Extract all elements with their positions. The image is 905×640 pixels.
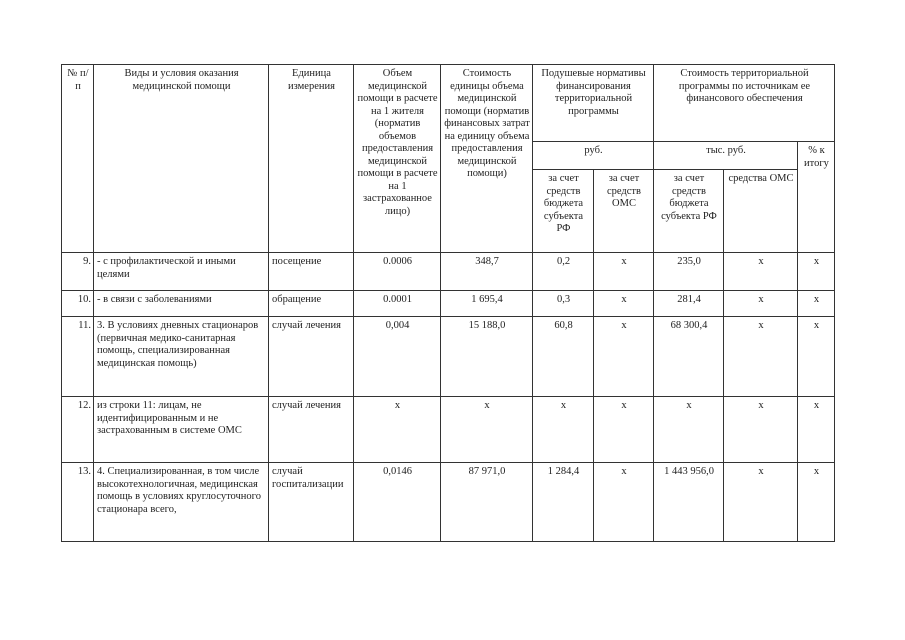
row-t-budget: x: [654, 397, 724, 463]
row-t-budget: 235,0: [654, 253, 724, 291]
row-t-oms: x: [724, 253, 798, 291]
row-t-oms: x: [724, 317, 798, 397]
row-pc-budget: 0,2: [533, 253, 594, 291]
header-per-capita: Подушевые нормативы финансирования территориальной программы: [533, 65, 654, 142]
row-type: 4. Специализированная, в том числе высокотехнологичная, медицинская помощь в условиях круглосуточного стационара всего,: [94, 463, 269, 542]
row-type: 3. В условиях дневных стационаров (первичная медико-санитарная помощь, специализированная медицинская помощь): [94, 317, 269, 397]
header-num: № п/п: [62, 65, 94, 253]
row-volume: 0.0001: [354, 291, 441, 317]
row-t-budget: 281,4: [654, 291, 724, 317]
row-pct: x: [798, 317, 835, 397]
row-type: - с профилактической и иными целями: [94, 253, 269, 291]
row-pc-budget: 1 284,4: [533, 463, 594, 542]
row-unit: случай лечения: [269, 397, 354, 463]
row-num: 9.: [62, 253, 94, 291]
header-percent: % к итогу: [798, 142, 835, 253]
row-unit: обращение: [269, 291, 354, 317]
financing-table: [61, 64, 835, 542]
row-pct: x: [798, 397, 835, 463]
row-pc-oms: x: [594, 291, 654, 317]
row-type: из строки 11: лицам, не идентифицированным и не застрахованным в системе ОМС: [94, 397, 269, 463]
header-thousand-rub: тыс. руб.: [654, 142, 798, 170]
header-cost: Стоимость единицы объема медицинской помощи (норматив финансовых затрат на единицу объема предоставления медицинской помощи): [441, 65, 533, 253]
header-volume: Объем медицинской помощи в расчете на 1 жителя (норматив объемов предоставления медицинской помощи в расчете на 1 застрахованное лицо): [354, 65, 441, 253]
row-unit: случай лечения: [269, 317, 354, 397]
row-t-oms: x: [724, 397, 798, 463]
row-num: 12.: [62, 397, 94, 463]
table-row: [62, 463, 835, 542]
row-unit: посещение: [269, 253, 354, 291]
row-cost: 348,7: [441, 253, 533, 291]
table-row: [62, 317, 835, 397]
row-pc-oms: x: [594, 463, 654, 542]
row-cost: 1 695,4: [441, 291, 533, 317]
table-row: [62, 291, 835, 317]
row-pc-budget: 0,3: [533, 291, 594, 317]
header-unit: Единица измерения: [269, 65, 354, 253]
row-volume: 0,0146: [354, 463, 441, 542]
row-cost: x: [441, 397, 533, 463]
header-budget-thousand: за счет средств бюджета субъекта РФ: [654, 170, 724, 253]
row-volume: x: [354, 397, 441, 463]
table-row: [62, 253, 835, 291]
row-type: - в связи с заболеваниями: [94, 291, 269, 317]
row-unit: случай госпитализации: [269, 463, 354, 542]
header-oms-thousand: средства ОМС: [724, 170, 798, 253]
row-cost: 87 971,0: [441, 463, 533, 542]
row-num: 11.: [62, 317, 94, 397]
row-num: 10.: [62, 291, 94, 317]
row-volume: 0.0006: [354, 253, 441, 291]
row-t-oms: x: [724, 291, 798, 317]
row-t-oms: x: [724, 463, 798, 542]
header-rub: руб.: [533, 142, 654, 170]
row-pc-budget: 60,8: [533, 317, 594, 397]
header-oms-rub: за счет средств ОМС: [594, 170, 654, 253]
header-territorial: Стоимость территориальной программы по источникам ее финансового обеспечения: [654, 65, 835, 142]
row-volume: 0,004: [354, 317, 441, 397]
row-pc-budget: x: [533, 397, 594, 463]
header-budget-rub: за счет средств бюджета субъекта РФ: [533, 170, 594, 253]
row-t-budget: 1 443 956,0: [654, 463, 724, 542]
row-t-budget: 68 300,4: [654, 317, 724, 397]
row-pc-oms: x: [594, 397, 654, 463]
table-row: [62, 397, 835, 463]
row-pct: x: [798, 463, 835, 542]
row-pct: x: [798, 253, 835, 291]
row-num: 13.: [62, 463, 94, 542]
row-pc-oms: x: [594, 317, 654, 397]
header-type: Виды и условия оказания медицинской помощи: [94, 65, 269, 253]
row-pct: x: [798, 291, 835, 317]
row-cost: 15 188,0: [441, 317, 533, 397]
header-row-1: [62, 65, 835, 142]
row-pc-oms: x: [594, 253, 654, 291]
